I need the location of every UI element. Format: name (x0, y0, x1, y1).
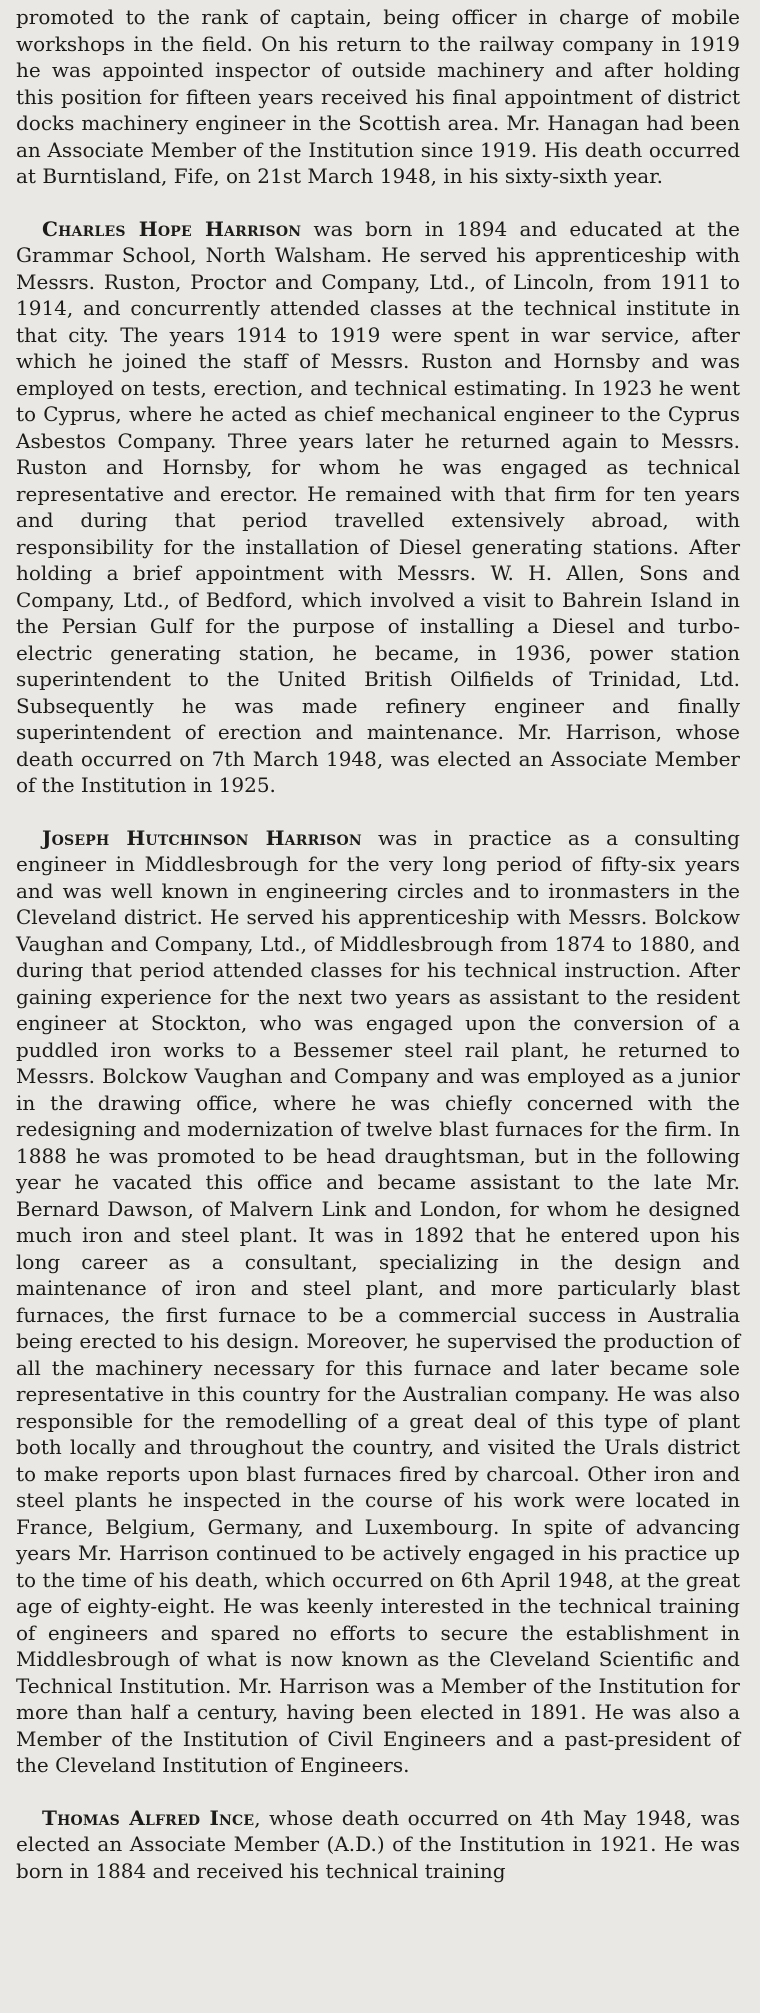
obituary-charles-hope-harrison (16, 216, 740, 799)
obituary-text: , whose death occurred on 4th May 1948, was elected an Associate Member (A.D.) of the Institution in 1921. He was born in 1884 and received his technical training (16, 1805, 741, 1883)
obituary-joseph-hutchinson-harrison (16, 825, 740, 1779)
obituary-hanagan-continued (16, 4, 740, 190)
obituary-text: promoted to the rank of captain, being officer in charge of mobile workshops in the field. On his return to the railway company in 1919 he was appointed inspector of outside machinery and after holding this position for fifteen years received his final appointment of district docks machinery engineer in the Scottish area. Mr. Hanagan had been an Associate Member of the Institution since 1919. His death occurred at Burntisland, Fife, on 21st March 1948, in his sixty-sixth year. (16, 5, 740, 188)
obituary-name: Thomas Alfred Ince (42, 1805, 255, 1830)
obituary-thomas-alfred-ince (16, 1805, 740, 1885)
obituary-name: Joseph Hutchinson Harrison (42, 825, 362, 850)
obituary-text: was in practice as a consulting engineer in Middlesbrough for the very long period of fifty-six years and was well known in engineering circles and to ironmasters in the Cleveland district. He served his apprenticeship with Messrs. Bolckow Vaughan and Company, Ltd., of Middlesbrough from 1874 to 1880, and during that period attended classes for his technical instruction. After gaining experience for the next two years as assistant to the resident engineer at Stockton, who was engaged upon the conversion of a puddled iron works to a Bessemer steel rail plant, he returned to Messrs. Bolckow Vaughan and Company and was employed as a junior in the drawing office, where he was chiefly concerned with the redesigning and modernization of twelve blast furnaces for the firm. In 1888 he was promoted to be head draughtsman, but in the following year he vacated this office and became assistant to the late Mr. Bernard Dawson, of Malvern Link and London, for whom he designed much iron and steel plant. It was in 1892 that he entered upon his long career as a consultant, specializing in the design and maintenance of iron and steel plant, and more particularly blast furnaces, the first furnace to be a commercial success in Australia being erected to his design. Moreover, he supervised the production of all the machinery necessary for this furnace and later became sole representative in this country for the Australian company. He was also responsible for the remodelling of a great deal of this type of plant both locally and throughout the country, and visited the Urals district to make reports upon blast furnaces fired by charcoal. Other iron and steel plants he inspected in the course of his work were located in France, Belgium, Germany, and Luxembourg. In spite of advancing years Mr. Harrison continued to be actively engaged in his practice up to the time of his death, which occurred on 6th April 1948, at the great age of eighty-eight. He was keenly interested in the technical training of engineers and spared no efforts to secure the establishment in Middlesbrough of what is now known as the Cleveland Scientific and Technical Institution. Mr. Harrison was a Member of the Institution for more than half a century, having been elected in 1891. He was also a Member of the Institution of Civil Engineers and a past-president of the Cleveland Institution of Engineers. (16, 825, 740, 1777)
paragraph-gap (16, 190, 740, 216)
obituary-name: Charles Hope Harrison (42, 216, 302, 241)
paragraph-gap (16, 799, 740, 825)
obituary-text: was born in 1894 and educated at the Grammar School, North Walsham. He served his apprenticeship with Messrs. Ruston, Proctor and Company, Ltd., of Lincoln, from 1911 to 1914, and concurrently attended classes at the technical institute in that city. The years 1914 to 1919 were spent in war service, after which he joined the staff of Messrs. Ruston and Hornsby and was employed on tests, erection, and technical estimating. In 1923 he went to Cyprus, where he acted as chief mechanical engineer to the Cyprus Asbestos Company. Three years later he returned again to Messrs. Ruston and Hornsby, for whom he was engaged as technical representative and erector. He remained with that firm for ten years and during that period travelled extensively abroad, with responsibility for the installation of Diesel generating stations. After holding a brief appointment with Messrs. W. H. Allen, Sons and Company, Ltd., of Bedford, which involved a visit to Bahrein Island in the Persian Gulf for the purpose of installing a Diesel and turbo-electric generating station, he became, in 1936, power station superintendent to the United British Oilfields of Trinidad, Ltd. Subsequently he was made refinery engineer and finally superintendent of erection and maintenance. Mr. Harrison, whose death occurred on 7th March 1948, was elected an Associate Member of the Institution in 1925. (16, 216, 740, 797)
paragraph-gap (16, 1779, 740, 1805)
